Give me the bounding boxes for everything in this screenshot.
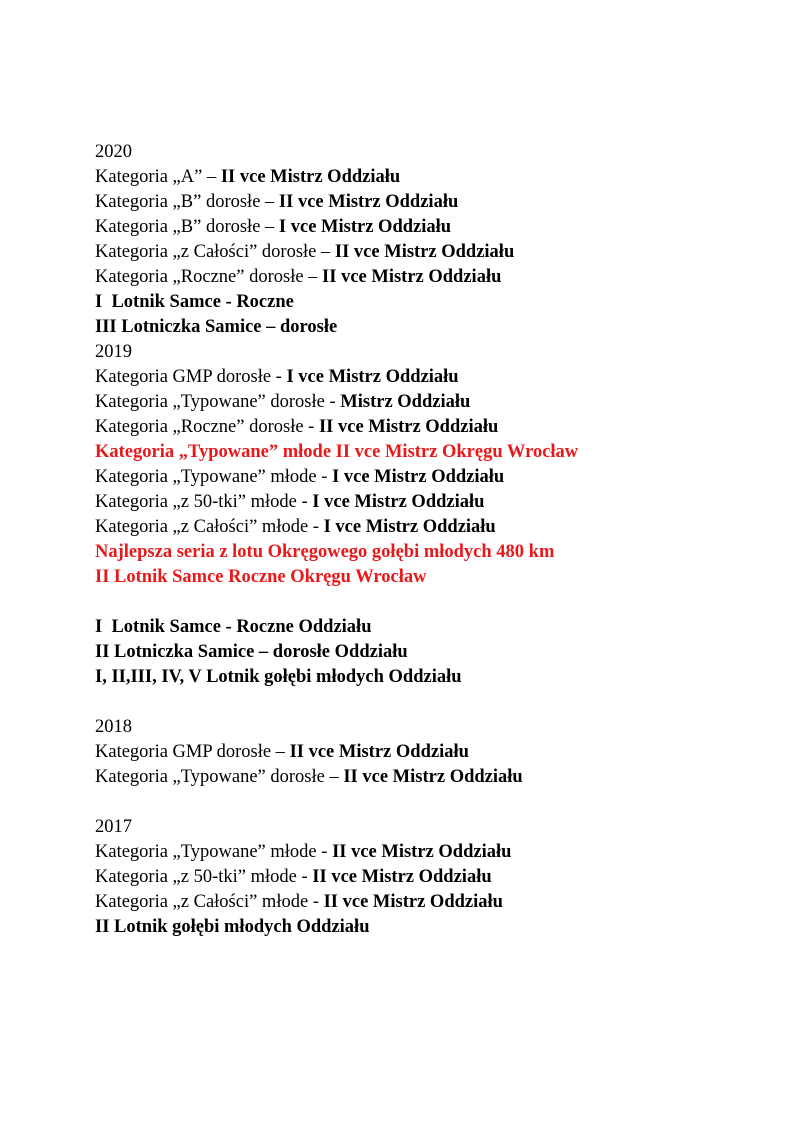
year-heading: 2017 (95, 817, 132, 837)
achievement-result: I vce Mistrz Oddziału (332, 467, 505, 487)
achievement-line (95, 440, 720, 465)
achievement-result: I vce Mistrz Oddziału (323, 517, 496, 537)
achievement-highlight: Kategoria „Typowane” młode II vce Mistrz Okręgu Wrocław (95, 442, 579, 462)
achievement-result: II vce Mistrz Oddziału (220, 167, 401, 187)
achievement-bold: I, II,III, IV, V Lotnik gołębi młodych Oddziału (95, 667, 462, 687)
year-heading: 2020 (95, 142, 132, 162)
achievement-category: Kategoria „z 50-tki” młode - (95, 492, 313, 512)
achievement-line (95, 390, 720, 415)
achievement-result: II vce Mistrz Oddziału (318, 417, 499, 437)
achievement-line (95, 265, 720, 290)
document-body (95, 140, 720, 940)
achievement-category: Kategoria „Typowane” młode - (95, 842, 333, 862)
achievement-category: Kategoria „B” dorosłe – (95, 192, 279, 212)
achievement-line (95, 490, 720, 515)
achievement-line (95, 215, 720, 240)
achievement-category: Kategoria GMP dorosłe – (95, 742, 290, 762)
achievement-category: Kategoria „z Całości” młode - (95, 517, 324, 537)
achievement-bold: I Lotnik Samce - Roczne Oddziału (95, 617, 372, 637)
achievement-category: Kategoria „z Całości” dorosłe – (95, 242, 335, 262)
year-heading: 2018 (95, 717, 132, 737)
achievement-line (95, 415, 720, 440)
achievement-category: Kategoria GMP dorosłe - (95, 367, 287, 387)
paragraph-spacer (95, 690, 720, 715)
achievement-line (95, 640, 720, 665)
achievement-result: II vce Mistrz Oddziału (332, 842, 512, 862)
achievement-category: Kategoria „Roczne” dorosłe – (95, 267, 323, 287)
achievement-category: Kategoria „Typowane” dorosłe – (95, 767, 344, 787)
achievement-line (95, 915, 720, 940)
achievement-result: II vce Mistrz Oddziału (343, 767, 523, 787)
paragraph-spacer (95, 790, 720, 815)
achievement-line (95, 565, 720, 590)
achievement-line (95, 865, 720, 890)
achievement-line (95, 515, 720, 540)
achievement-result: II vce Mistrz Oddziału (278, 192, 459, 212)
achievement-line (95, 165, 720, 190)
achievement-category: Kategoria „B” dorosłe – (95, 217, 279, 237)
achievement-category: Kategoria „z 50-tki” młode - (95, 867, 313, 887)
achievement-category: Kategoria „z Całości” młode - (95, 892, 324, 912)
achievement-category: Kategoria „A” – (95, 167, 221, 187)
achievement-result: I vce Mistrz Oddziału (278, 217, 452, 237)
achievement-line (95, 890, 720, 915)
achievement-bold: III Lotniczka Samice – dorosłe (95, 317, 338, 337)
achievement-line (95, 615, 720, 640)
achievement-line (95, 290, 720, 315)
achievement-highlight: II Lotnik Samce Roczne Okręgu Wrocław (95, 567, 427, 587)
achievement-result: II vce Mistrz Oddziału (289, 742, 469, 762)
achievement-bold: II Lotnik gołębi młodych Oddziału (95, 917, 370, 937)
achievement-result: Mistrz Oddziału (340, 392, 471, 412)
achievement-line (95, 190, 720, 215)
achievement-line (95, 665, 720, 690)
achievement-category: Kategoria „Roczne” dorosłe - (95, 417, 319, 437)
achievement-result: II vce Mistrz Oddziału (323, 892, 503, 912)
achievement-result: I vce Mistrz Oddziału (286, 367, 459, 387)
achievement-result: II vce Mistrz Oddziału (322, 267, 502, 287)
paragraph-spacer (95, 590, 720, 615)
achievement-result: I vce Mistrz Oddziału (312, 492, 485, 512)
achievement-line (95, 465, 720, 490)
achievement-category: Kategoria „Typowane” dorosłe - (95, 392, 341, 412)
achievement-line (95, 365, 720, 390)
achievement-highlight: Najlepsza seria z lotu Okręgowego gołębi młodych 480 km (95, 542, 555, 562)
achievement-line (95, 840, 720, 865)
achievement-bold: I Lotnik Samce - Roczne (95, 292, 294, 312)
achievement-result: II vce Mistrz Oddziału (312, 867, 492, 887)
achievement-line (95, 240, 720, 265)
achievement-result: II vce Mistrz Oddziału (334, 242, 515, 262)
year-heading: 2019 (95, 342, 132, 362)
achievement-bold: II Lotniczka Samice – dorosłe Oddziału (95, 642, 408, 662)
achievement-line (95, 540, 720, 565)
achievement-line (95, 315, 720, 340)
achievement-line (95, 740, 720, 765)
achievement-line (95, 765, 720, 790)
achievement-category: Kategoria „Typowane” młode - (95, 467, 333, 487)
